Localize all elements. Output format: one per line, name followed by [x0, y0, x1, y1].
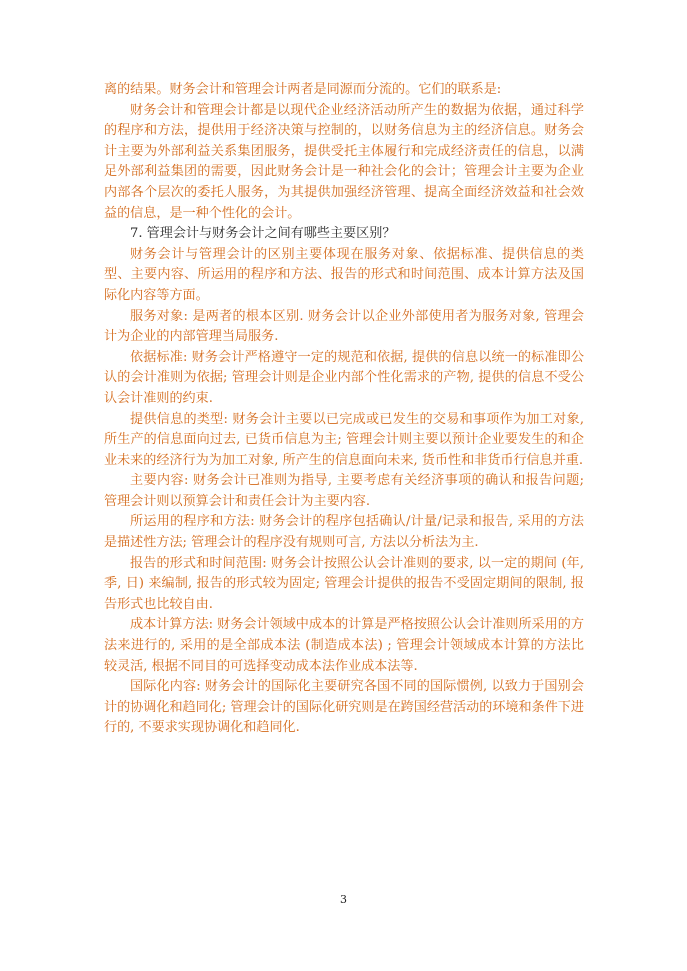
paragraph-main-content: 主要内容: 财务会计已准则为指导, 主要考虑有关经济事项的确认和报告问题; 管理会计则以预算会计和责任会计为主要内容. [104, 473, 584, 509]
paragraph-relationship: 财务会计和管理会计都是以现代企业经济活动所产生的数据为依据，通过科学的程序和方法，提供用于经济决策与控制的，以财务信息为主的经济信息。财务会计主要为外部利益关系集团服务，提供受托主体履行和完成经济责任的信息，以满足外部利益集团的需要，因此财务会计是一种社会化的会计；管理会计主要为企业内部各个层次的委托人服务，为其提供加强经济管理、提高全面经济效益和社会效益的信息，是一种个性化的会计。 [104, 102, 584, 221]
document-body [104, 80, 584, 739]
page-number: 3 [340, 893, 347, 906]
paragraph-information-type: 提供信息的类型: 财务会计主要以已完成或已发生的交易和事项作为加工对象, 所生产的信息面向过去, 已货币信息为主; 管理会计则主要以预计企业要发生的和企业未来的经济行为为加工对象, 所产生的信息面向未来, 货币性和非货币行信息并重. [104, 411, 584, 468]
paragraph-cost-method: 成本计算方法: 财务会计领域中成本的计算是严格按照公认会计准则所采用的方法来进行的, 采用的是全部成本法 (制造成本法) ; 管理会计领域成本计算的方法比较灵活, 根据不同目的可选择变动成本法作业成本法等. [104, 617, 584, 674]
paragraph-basis-standard: 依据标准: 财务会计严格遵守一定的规范和依据, 提供的信息以统一的标准即公认的会计准则为依据; 管理会计则是企业内部个性化需求的产物, 提供的信息不受公认会计准则的约束. [104, 349, 584, 406]
paragraph-intro-continuation: 离的结果。财务会计和管理会计两者是同源而分流的。它们的联系是: [104, 82, 502, 97]
question-heading: 7. 管理会计与财务会计之间有哪些主要区别？ [130, 226, 396, 242]
paragraph-internationalization: 国际化内容: 财务会计的国际化主要研究各国不同的国际惯例, 以致力于国别会计的协调化和趋同化; 管理会计的国际化研究则是在跨国经营活动的环境和条件下进行的, 不要求实现协调化和趋同化. [104, 679, 584, 736]
paragraph-service-object: 服务对象: 是两者的根本区别. 财务会计以企业外部使用者为服务对象, 管理会计为企业的内部管理当局服务. [104, 308, 584, 345]
paragraph-procedures-methods: 所运用的程序和方法: 财务会计的程序包括确认/计量/记录和报告, 采用的方法是描述性方法; 管理会计的程序没有规则可言, 方法以分析法为主. [104, 514, 584, 551]
paragraph-report-form: 报告的形式和时间范围: 财务会计按照公认会计准则的要求, 以一定的期间 (年, 季, 日) 来编制, 报告的形式较为固定; 管理会计提供的报告不受固定期间的限制, 报告形式也比较自由. [104, 555, 584, 612]
paragraph-differences-overview: 财务会计与管理会计的区别主要体现在服务对象、依据标准、提供信息的类型、主要内容、所运用的程序和方法、报告的形式和时间范围、成本计算方法及国际化内容等方面。 [104, 246, 584, 303]
